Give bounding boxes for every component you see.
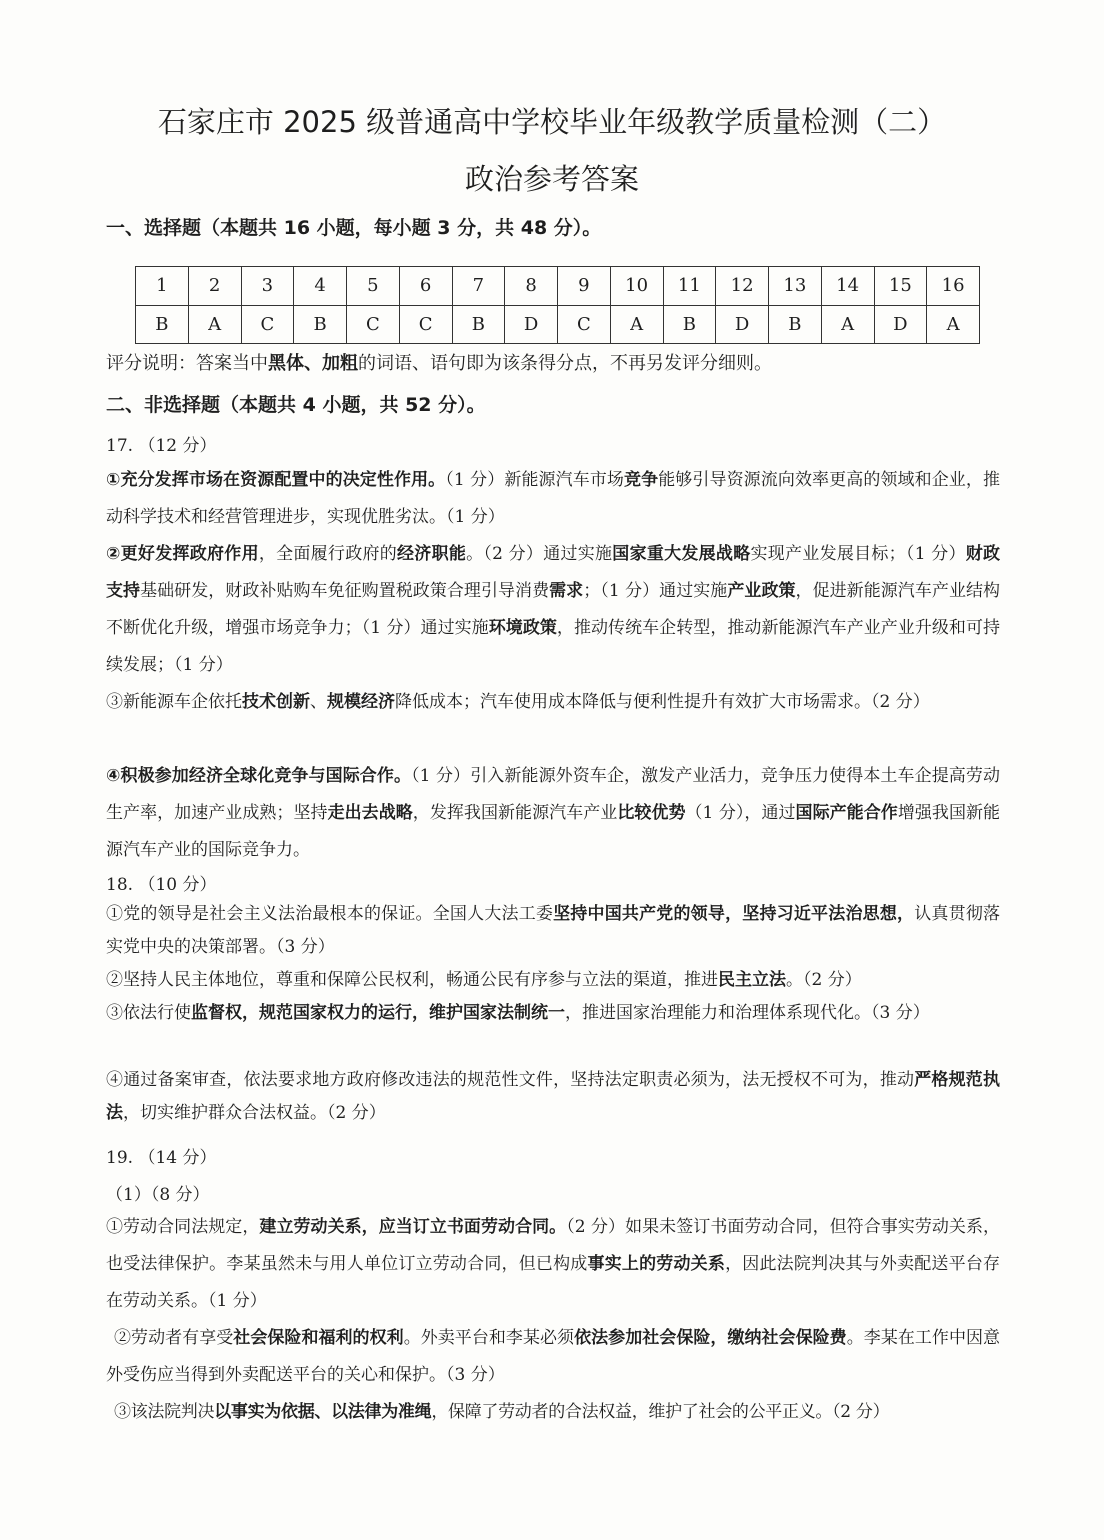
question-number-cell: 1 [136, 267, 189, 306]
answer-cell: B [452, 305, 505, 344]
question-number-cell: 8 [505, 267, 558, 306]
question-number-cell: 4 [294, 267, 347, 306]
answer-cell: D [874, 305, 927, 344]
q18-point-3: ③依法行使监督权，规范国家权力的运行，维护国家法制统一，推进国家治理能力和治理体系现代化。（3 分） [106, 1003, 930, 1023]
q17-point-2: ②更好发挥政府作用，全面履行政府的经济职能。（2 分）通过实施国家重大发展战略实现产业发展目标；（1 分）财政支持基础研发，财政补贴购车免征购置税政策合理引导消费需求；（1 分）通过实施产业政策，促进新能源汽车产业结构不断优化升级，增强市场竞争力；（1 分）通过实施环境政策，推动传统车企转型，推动新能源汽车产业产业升级和可持续发展；（1 分） [106, 544, 1001, 675]
q19-label: 19. （14 分） [106, 1148, 217, 1168]
answer-cell: A [927, 305, 980, 344]
answer-cell: C [347, 305, 400, 344]
question-number-cell: 7 [452, 267, 505, 306]
answer-key-table [135, 266, 980, 344]
answer-cell: C [558, 305, 611, 344]
answer-cell: A [821, 305, 874, 344]
question-number-cell: 11 [663, 267, 716, 306]
question-number-cell: 3 [241, 267, 294, 306]
answer-cell: A [188, 305, 241, 344]
part2-heading: 二、非选择题（本题共 4 小题，共 52 分）。 [106, 394, 486, 416]
question-number-cell: 14 [821, 267, 874, 306]
question-number-cell: 13 [769, 267, 822, 306]
answer-cell: C [241, 305, 294, 344]
q19-point-1: ①劳动合同法规定，建立劳动关系，应当订立书面劳动合同。（2 分）如果未签订书面劳动合同，但符合事实劳动关系，也受法律保护。李某虽然未与用人单位订立劳动合同，但已构成事实上的劳动关系，因此法院判决其与外卖配送平台存在劳动关系。（1 分） [106, 1217, 1001, 1311]
answer-cell: C [399, 305, 452, 344]
question-number-cell: 5 [347, 267, 400, 306]
question-number-cell: 2 [188, 267, 241, 306]
q17-point-3: ③新能源车企依托技术创新、规模经济降低成本；汽车使用成本降低与便利性提升有效扩大市场需求。（2 分） [106, 692, 930, 712]
q18-point-1: ①党的领导是社会主义法治最根本的保证。全国人大法工委坚持中国共产党的领导，坚持习近平法治思想，认真贯彻落实党中央的决策部署。（3 分） [106, 904, 1001, 957]
answer-row [136, 305, 980, 344]
page-subtitle: 政治参考答案 [464, 162, 639, 196]
q17-label: 17. （12 分） [106, 436, 217, 456]
q18-point-2: ②坚持人民主体地位，尊重和保障公民权利，畅通公民有序参与立法的渠道，推进民主立法。（2 分） [106, 970, 862, 990]
q17-point-1: ①充分发挥市场在资源配置中的决定性作用。（1 分）新能源汽车市场竞争能够引导资源流向效率更高的领域和企业，推动科学技术和经营管理进步，实现优胜劣汰。（1 分） [106, 470, 1000, 527]
question-number-cell: 12 [716, 267, 769, 306]
answer-cell: D [716, 305, 769, 344]
answer-cell: B [769, 305, 822, 344]
question-number-cell: 10 [610, 267, 663, 306]
question-number-cell: 15 [874, 267, 927, 306]
question-number-cell: 16 [927, 267, 980, 306]
q19-subquestion-1-label: （1）（8 分） [106, 1185, 210, 1205]
scoring-note: 评分说明：答案当中黑体、加粗的词语、语句即为该条得分点，不再另发评分细则。 [106, 353, 772, 374]
part1-heading: 一、选择题（本题共 16 小题，每小题 3 分，共 48 分）。 [106, 217, 602, 239]
question-number-row [136, 267, 980, 306]
page-title: 石家庄市 2025 级普通高中学校毕业年级教学质量检测（二） [157, 105, 947, 139]
q19-point-3: ③该法院判决以事实为依据、以法律为准绳，保障了劳动者的合法权益，维护了社会的公平正义。（2 分） [114, 1402, 890, 1422]
q17-point-4: ④积极参加经济全球化竞争与国际合作。（1 分）引入新能源外资车企，激发产业活力，竞争压力使得本土车企提高劳动生产率，加速产业成熟；坚持走出去战略，发挥我国新能源汽车产业比较优势（1 分），通过国际产能合作增强我国新能源汽车产业的国际竞争力。 [106, 766, 1001, 860]
answer-cell: B [663, 305, 716, 344]
answer-cell: B [136, 305, 189, 344]
answer-cell: D [505, 305, 558, 344]
q18-label: 18. （10 分） [106, 875, 217, 895]
answer-cell: B [294, 305, 347, 344]
question-number-cell: 6 [399, 267, 452, 306]
q18-point-4: ④通过备案审查，依法要求地方政府修改违法的规范性文件，坚持法定职责必须为，法无授权不可为，推动严格规范执法，切实维护群众合法权益。（2 分） [106, 1070, 1001, 1123]
q19-point-2: ②劳动者有享受社会保险和福利的权利。外卖平台和李某必须依法参加社会保险，缴纳社会保险费。李某在工作中因意外受伤应当得到外卖配送平台的关心和保护。（3 分） [106, 1328, 1001, 1385]
answer-cell: A [610, 305, 663, 344]
question-number-cell: 9 [558, 267, 611, 306]
